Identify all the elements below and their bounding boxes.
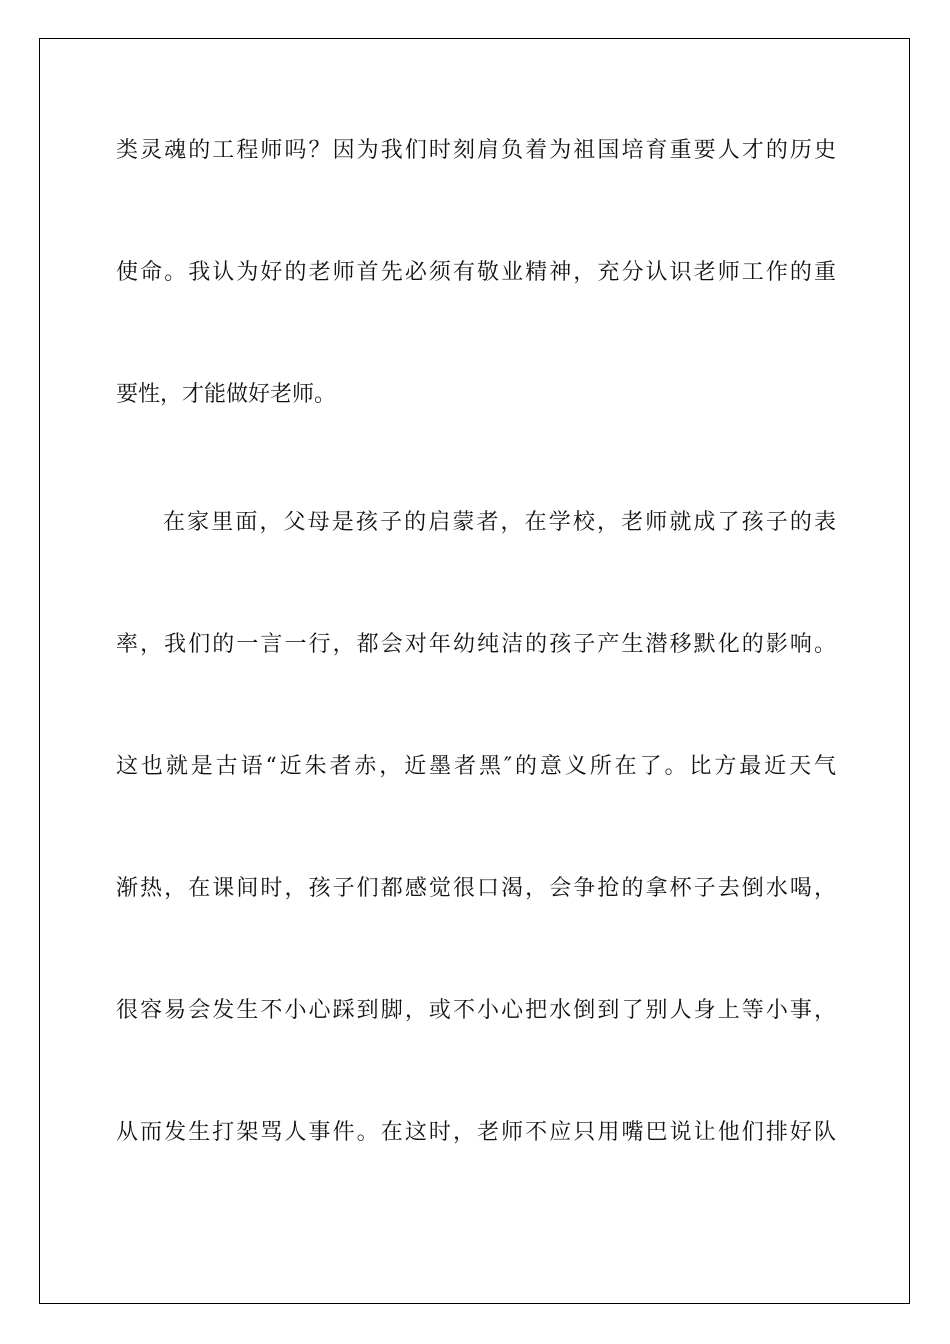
text-line-9: 从而发生打架骂人事件。在这时，老师不应只用嘴巴说让他们排好队 [116,1120,836,1145]
text-line-8: 很容易会发生不小心踩到脚，或不小心把水倒到了别人身上等小事， [116,998,836,1023]
page-border [39,38,910,1304]
text-line-5: 率，我们的一言一行，都会对年幼纯洁的孩子产生潜移默化的影响。 [116,632,836,657]
text-line-1: 类灵魂的工程师吗？因为我们时刻肩负着为祖国培育重要人才的历史 [116,138,836,163]
text-line-4: 在家里面，父母是孩子的启蒙者，在学校，老师就成了孩子的表 [163,510,836,535]
text-line-3: 要性，才能做好老师。 [116,382,337,407]
text-line-2: 使命。我认为好的老师首先必须有敬业精神，充分认识老师工作的重 [116,260,836,285]
text-line-7: 渐热，在课间时，孩子们都感觉很口渴，会争抢的拿杯子去倒水喝， [116,876,836,901]
text-line-6: 这也就是古语“近朱者赤，近墨者黑″的意义所在了。比方最近天气 [116,754,836,779]
